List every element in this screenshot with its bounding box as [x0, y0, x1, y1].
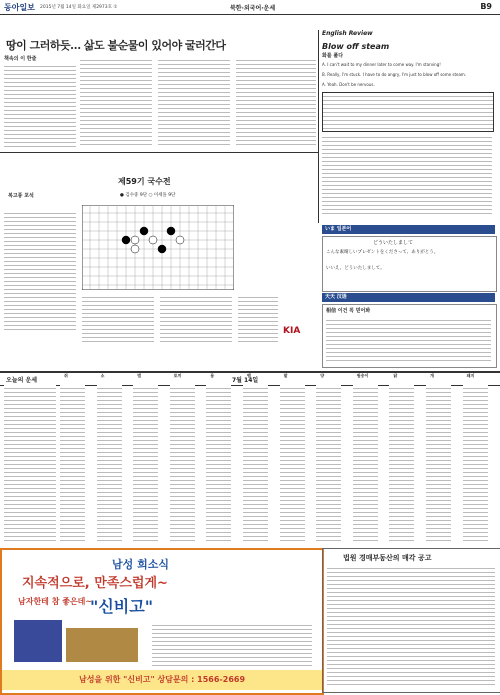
english-review-subtitle: 화를 풀다: [322, 53, 344, 59]
horoscope-text-6: [280, 385, 305, 543]
go-game-commentary-2: [82, 294, 154, 342]
horoscope-intro: [4, 385, 56, 543]
horoscope-sign-0: 쥐: [64, 373, 68, 378]
horoscope-text-8: [353, 385, 378, 543]
horoscope-sign-10: 개: [430, 373, 434, 378]
ad-question: 남자한테 참 좋은데~: [18, 597, 93, 606]
ad-brand: "신비고": [90, 597, 154, 616]
english-dialog-a2: A. Yeah. Don't be nervous.: [322, 82, 375, 87]
chinese-header: 天天 汉语: [322, 293, 495, 302]
horoscope-text-1: [97, 385, 122, 543]
japanese-header: いま 일본어: [322, 225, 495, 234]
ad-product-image: [14, 620, 62, 662]
horoscope-text-2: [133, 385, 158, 543]
english-dialog-a1: A. I can't wait to my dinner later to come way. I'm starving!: [322, 62, 441, 67]
ad-footer: 남성을 위한 "신비고" 상담문의 : 1566-2669: [2, 670, 322, 690]
horoscope-text-9: [389, 385, 414, 543]
court-auction-title: 법원 경매부동산의 매각 공고: [343, 554, 432, 562]
horoscope-text-3: [170, 385, 195, 543]
page-number: B9: [480, 2, 492, 11]
chinese-body: [326, 317, 491, 363]
english-dialog-b: B. Really, I'm stuck. I have to do angry, I'm just to blow off some steam.: [322, 72, 467, 77]
horoscope-text-5: [243, 385, 268, 543]
newspaper-logo: 동아일보: [4, 3, 35, 12]
japanese-box: [322, 236, 497, 292]
english-body: [322, 134, 492, 214]
go-game-commentary-1: [4, 210, 76, 330]
horoscope-date: 7월 14일: [232, 377, 259, 384]
japanese-line-1: どういたしまして: [373, 240, 414, 246]
horoscope-sign-7: 양: [320, 373, 325, 378]
go-board-diagram: [82, 205, 234, 290]
horoscope-sign-9: 닭: [393, 373, 398, 378]
kia-ad-logo: KIA: [283, 326, 301, 336]
english-review-title: Blow off steam: [322, 42, 390, 51]
horoscope-sign-3: 토끼: [173, 373, 182, 378]
column-headline: 땅이 그러하듯… 삶도 불순물이 있어야 굴러간다: [6, 39, 226, 52]
go-game-title: 제59기 국수전: [118, 177, 171, 186]
horoscope-text-0: [60, 385, 85, 543]
english-review-label: English Review: [322, 30, 373, 37]
horoscope-title: 오늘의 운세: [6, 377, 38, 384]
japanese-line-2: こんな素晴しいプレゼントをくださって、ありがとう。: [326, 250, 439, 255]
chinese-box: [322, 304, 497, 368]
japanese-line-3: いいえ、どういたしまして。: [326, 266, 385, 271]
go-game-subtitle: 복고풍 포석: [8, 193, 34, 199]
horoscope-sign-8: 원숭이: [356, 373, 369, 378]
page-header: [0, 0, 500, 15]
english-vocab-box: [322, 92, 494, 132]
horoscope-text-7: [316, 385, 341, 543]
go-game-commentary-3: [160, 294, 232, 342]
ad-top-text: 남성 희소식: [112, 558, 169, 571]
go-game-commentary-4: [238, 294, 278, 342]
column-byline: 책속의 이 한줄: [4, 56, 37, 62]
ad-court-auction: [322, 548, 500, 693]
ad-herb-image: [66, 628, 138, 662]
ad-description: [152, 622, 312, 666]
chinese-title: 相信 이건 꼭 믿어봐: [326, 308, 371, 314]
horoscope-sign-5: 뱀: [247, 373, 251, 378]
horoscope-sign-11: 돼지: [466, 373, 475, 378]
go-game-players: ● 김수중 9단 ○ 이세돌 9단: [120, 193, 176, 198]
ad-sinbigo: [0, 548, 324, 695]
horoscope-sign-2: 범: [137, 373, 142, 378]
divider: [0, 152, 318, 153]
column-body-1: [4, 63, 76, 148]
column-body-2: [80, 57, 152, 148]
date-line: 2015년 7월 14일 화요일 제2973호 ①: [40, 5, 118, 10]
column-body-3: [158, 57, 230, 148]
ad-headline: 지속적으로, 만족스럽게~: [22, 576, 168, 591]
horoscope-sign-4: 용: [210, 373, 215, 378]
court-auction-table: [327, 565, 495, 685]
horoscope-sign-1: 소: [100, 373, 105, 378]
horoscope-text-10: [426, 385, 451, 543]
horoscope-sign-6: 말: [283, 373, 288, 378]
horoscope-text-11: [463, 385, 488, 543]
horoscope-text-4: [206, 385, 231, 543]
section-title: 북한·외국어·운세: [230, 5, 276, 12]
column-body-4: [236, 57, 316, 148]
